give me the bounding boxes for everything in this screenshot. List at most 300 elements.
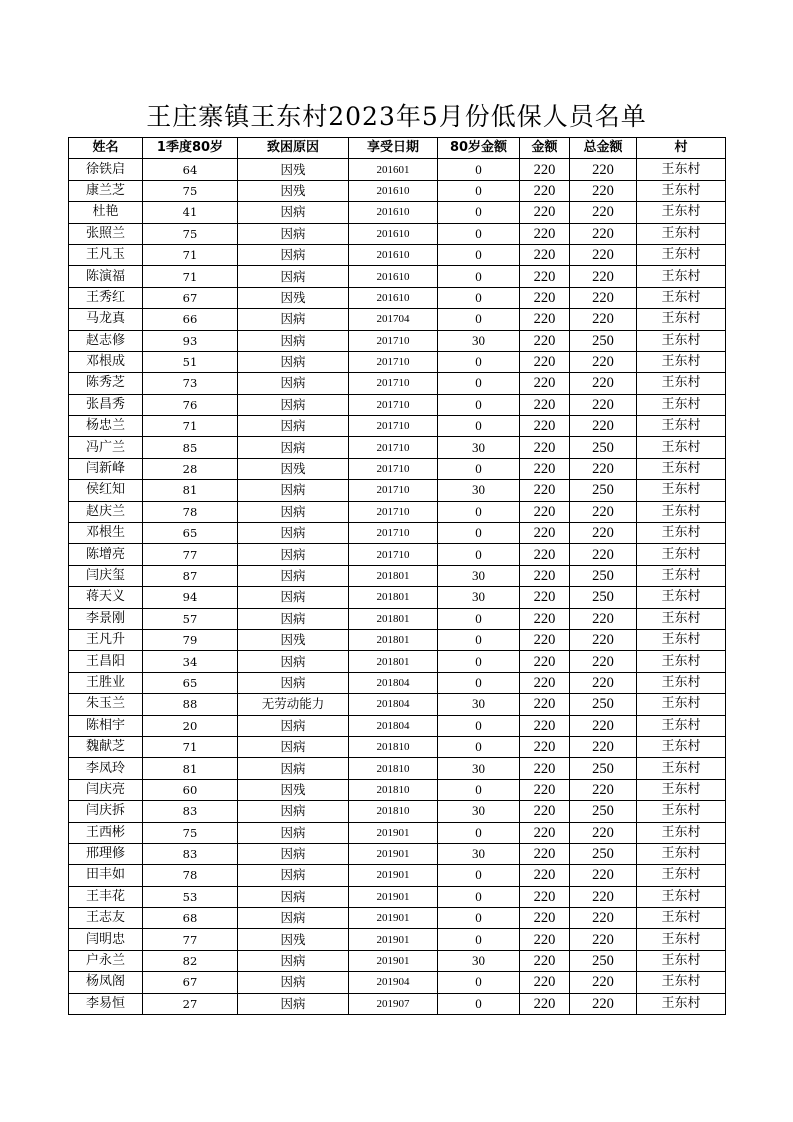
cell-amount: 220 xyxy=(520,180,570,201)
cell-age: 65 xyxy=(143,672,238,693)
cell-amount: 220 xyxy=(520,758,570,779)
cell-village: 王东村 xyxy=(637,758,726,779)
table-row xyxy=(69,351,726,372)
table-row xyxy=(69,801,726,822)
cell-age80-amount: 0 xyxy=(438,908,520,929)
cell-village: 王东村 xyxy=(637,565,726,586)
recipient-table xyxy=(68,137,726,1015)
cell-total-amount: 220 xyxy=(570,180,637,201)
table-row xyxy=(69,758,726,779)
cell-total-amount: 220 xyxy=(570,501,637,522)
cell-age80-amount: 0 xyxy=(438,223,520,244)
cell-name: 王胜业 xyxy=(69,672,143,693)
cell-start-date: 201610 xyxy=(349,180,438,201)
cell-age80-amount: 30 xyxy=(438,758,520,779)
cell-name: 闫庆拆 xyxy=(69,801,143,822)
cell-age: 67 xyxy=(143,287,238,308)
cell-age80-amount: 30 xyxy=(438,843,520,864)
cell-name: 王西彬 xyxy=(69,822,143,843)
cell-total-amount: 250 xyxy=(570,437,637,458)
cell-amount: 220 xyxy=(520,544,570,565)
cell-start-date: 201710 xyxy=(349,480,438,501)
cell-reason: 因病 xyxy=(238,351,349,372)
cell-amount: 220 xyxy=(520,202,570,223)
cell-name: 杜艳 xyxy=(69,202,143,223)
cell-total-amount: 220 xyxy=(570,651,637,672)
cell-amount: 220 xyxy=(520,309,570,330)
cell-village: 王东村 xyxy=(637,993,726,1014)
cell-reason: 因病 xyxy=(238,865,349,886)
table-row xyxy=(69,843,726,864)
cell-start-date: 201804 xyxy=(349,715,438,736)
cell-amount: 220 xyxy=(520,223,570,244)
cell-name: 陈增亮 xyxy=(69,544,143,565)
cell-reason: 因病 xyxy=(238,437,349,458)
cell-age: 77 xyxy=(143,929,238,950)
cell-total-amount: 220 xyxy=(570,266,637,287)
cell-village: 王东村 xyxy=(637,351,726,372)
cell-age80-amount: 0 xyxy=(438,736,520,757)
cell-amount: 220 xyxy=(520,501,570,522)
cell-amount: 220 xyxy=(520,629,570,650)
header-total-amount: 总金额 xyxy=(570,138,637,159)
cell-age80-amount: 0 xyxy=(438,715,520,736)
cell-total-amount: 220 xyxy=(570,929,637,950)
cell-amount: 220 xyxy=(520,159,570,180)
cell-age80-amount: 0 xyxy=(438,501,520,522)
cell-start-date: 201901 xyxy=(349,865,438,886)
cell-total-amount: 220 xyxy=(570,202,637,223)
cell-start-date: 201901 xyxy=(349,950,438,971)
cell-age80-amount: 30 xyxy=(438,330,520,351)
cell-age: 87 xyxy=(143,565,238,586)
cell-name: 李景刚 xyxy=(69,608,143,629)
cell-total-amount: 250 xyxy=(570,758,637,779)
table-row xyxy=(69,587,726,608)
cell-start-date: 201804 xyxy=(349,694,438,715)
cell-total-amount: 220 xyxy=(570,779,637,800)
cell-name: 赵庆兰 xyxy=(69,501,143,522)
cell-age: 94 xyxy=(143,587,238,608)
cell-start-date: 201710 xyxy=(349,351,438,372)
header-village: 村 xyxy=(637,138,726,159)
cell-age: 81 xyxy=(143,758,238,779)
cell-amount: 220 xyxy=(520,843,570,864)
cell-reason: 因病 xyxy=(238,993,349,1014)
cell-total-amount: 220 xyxy=(570,159,637,180)
cell-total-amount: 220 xyxy=(570,822,637,843)
cell-age80-amount: 30 xyxy=(438,950,520,971)
table-row xyxy=(69,266,726,287)
cell-reason: 因病 xyxy=(238,266,349,287)
cell-age: 93 xyxy=(143,330,238,351)
cell-amount: 220 xyxy=(520,351,570,372)
cell-start-date: 201710 xyxy=(349,501,438,522)
cell-age80-amount: 0 xyxy=(438,544,520,565)
cell-amount: 220 xyxy=(520,394,570,415)
cell-reason: 因病 xyxy=(238,416,349,437)
cell-age: 81 xyxy=(143,480,238,501)
cell-total-amount: 250 xyxy=(570,801,637,822)
cell-start-date: 201710 xyxy=(349,544,438,565)
table-row xyxy=(69,629,726,650)
cell-age80-amount: 0 xyxy=(438,416,520,437)
cell-amount: 220 xyxy=(520,950,570,971)
cell-name: 邓根成 xyxy=(69,351,143,372)
cell-village: 王东村 xyxy=(637,950,726,971)
table-row xyxy=(69,736,726,757)
table-row xyxy=(69,458,726,479)
cell-age: 20 xyxy=(143,715,238,736)
table-row xyxy=(69,972,726,993)
cell-village: 王东村 xyxy=(637,629,726,650)
cell-name: 魏献芝 xyxy=(69,736,143,757)
table-row xyxy=(69,202,726,223)
cell-age: 82 xyxy=(143,950,238,971)
cell-name: 王凡玉 xyxy=(69,244,143,265)
cell-age: 27 xyxy=(143,993,238,1014)
cell-name: 赵志修 xyxy=(69,330,143,351)
cell-age: 51 xyxy=(143,351,238,372)
cell-village: 王东村 xyxy=(637,972,726,993)
cell-reason: 因残 xyxy=(238,629,349,650)
table-row xyxy=(69,950,726,971)
cell-village: 王东村 xyxy=(637,266,726,287)
cell-reason: 因残 xyxy=(238,180,349,201)
cell-total-amount: 220 xyxy=(570,886,637,907)
table-row xyxy=(69,886,726,907)
cell-name: 闫明忠 xyxy=(69,929,143,950)
cell-start-date: 201907 xyxy=(349,993,438,1014)
cell-total-amount: 220 xyxy=(570,972,637,993)
cell-start-date: 201610 xyxy=(349,244,438,265)
cell-village: 王东村 xyxy=(637,694,726,715)
cell-village: 王东村 xyxy=(637,458,726,479)
table-row xyxy=(69,287,726,308)
cell-start-date: 201901 xyxy=(349,908,438,929)
table-row xyxy=(69,544,726,565)
table-row xyxy=(69,244,726,265)
cell-reason: 因残 xyxy=(238,287,349,308)
cell-reason: 因病 xyxy=(238,651,349,672)
cell-total-amount: 250 xyxy=(570,480,637,501)
cell-reason: 因病 xyxy=(238,544,349,565)
cell-reason: 因病 xyxy=(238,908,349,929)
cell-age: 75 xyxy=(143,822,238,843)
cell-age: 34 xyxy=(143,651,238,672)
cell-amount: 220 xyxy=(520,480,570,501)
cell-age: 83 xyxy=(143,843,238,864)
cell-start-date: 201610 xyxy=(349,287,438,308)
cell-reason: 因病 xyxy=(238,373,349,394)
cell-total-amount: 220 xyxy=(570,523,637,544)
cell-total-amount: 220 xyxy=(570,351,637,372)
cell-age80-amount: 0 xyxy=(438,373,520,394)
cell-total-amount: 250 xyxy=(570,330,637,351)
cell-total-amount: 220 xyxy=(570,736,637,757)
cell-village: 王东村 xyxy=(637,843,726,864)
header-amount: 金额 xyxy=(520,138,570,159)
cell-age: 88 xyxy=(143,694,238,715)
cell-amount: 220 xyxy=(520,330,570,351)
cell-name: 王秀红 xyxy=(69,287,143,308)
table-row xyxy=(69,715,726,736)
cell-age: 85 xyxy=(143,437,238,458)
header-q1-age80: 1季度80岁 xyxy=(143,138,238,159)
cell-age80-amount: 0 xyxy=(438,929,520,950)
cell-age: 41 xyxy=(143,202,238,223)
cell-age: 67 xyxy=(143,972,238,993)
cell-total-amount: 220 xyxy=(570,458,637,479)
cell-name: 陈秀芝 xyxy=(69,373,143,394)
cell-name: 王凡升 xyxy=(69,629,143,650)
cell-start-date: 201801 xyxy=(349,608,438,629)
cell-reason: 因残 xyxy=(238,458,349,479)
cell-amount: 220 xyxy=(520,651,570,672)
cell-amount: 220 xyxy=(520,865,570,886)
cell-reason: 因病 xyxy=(238,565,349,586)
cell-age: 71 xyxy=(143,416,238,437)
cell-age: 68 xyxy=(143,908,238,929)
cell-age80-amount: 0 xyxy=(438,266,520,287)
cell-amount: 220 xyxy=(520,715,570,736)
cell-start-date: 201901 xyxy=(349,822,438,843)
cell-reason: 因病 xyxy=(238,822,349,843)
cell-total-amount: 220 xyxy=(570,608,637,629)
cell-amount: 220 xyxy=(520,608,570,629)
cell-name: 陈相宇 xyxy=(69,715,143,736)
cell-name: 冯广兰 xyxy=(69,437,143,458)
cell-age80-amount: 0 xyxy=(438,629,520,650)
cell-total-amount: 220 xyxy=(570,373,637,394)
cell-total-amount: 220 xyxy=(570,309,637,330)
cell-age80-amount: 30 xyxy=(438,437,520,458)
cell-name: 王志友 xyxy=(69,908,143,929)
cell-amount: 220 xyxy=(520,437,570,458)
cell-name: 康兰芝 xyxy=(69,180,143,201)
cell-age: 77 xyxy=(143,544,238,565)
cell-age: 66 xyxy=(143,309,238,330)
cell-village: 王东村 xyxy=(637,779,726,800)
table-row xyxy=(69,437,726,458)
table-row xyxy=(69,608,726,629)
cell-start-date: 201810 xyxy=(349,758,438,779)
cell-village: 王东村 xyxy=(637,287,726,308)
cell-start-date: 201901 xyxy=(349,929,438,950)
cell-age: 76 xyxy=(143,394,238,415)
cell-reason: 因病 xyxy=(238,758,349,779)
table-row xyxy=(69,330,726,351)
cell-village: 王东村 xyxy=(637,865,726,886)
cell-amount: 220 xyxy=(520,416,570,437)
cell-amount: 220 xyxy=(520,287,570,308)
cell-village: 王东村 xyxy=(637,672,726,693)
table-row xyxy=(69,929,726,950)
cell-village: 王东村 xyxy=(637,330,726,351)
cell-start-date: 201601 xyxy=(349,159,438,180)
header-start-date: 享受日期 xyxy=(349,138,438,159)
cell-name: 张昌秀 xyxy=(69,394,143,415)
cell-total-amount: 220 xyxy=(570,993,637,1014)
cell-village: 王东村 xyxy=(637,929,726,950)
cell-reason: 因病 xyxy=(238,715,349,736)
cell-village: 王东村 xyxy=(637,202,726,223)
cell-total-amount: 250 xyxy=(570,565,637,586)
cell-age: 79 xyxy=(143,629,238,650)
cell-age80-amount: 0 xyxy=(438,865,520,886)
cell-total-amount: 220 xyxy=(570,908,637,929)
cell-age: 53 xyxy=(143,886,238,907)
cell-start-date: 201901 xyxy=(349,843,438,864)
cell-amount: 220 xyxy=(520,886,570,907)
cell-start-date: 201810 xyxy=(349,736,438,757)
cell-reason: 因病 xyxy=(238,587,349,608)
cell-reason: 因残 xyxy=(238,929,349,950)
cell-start-date: 201810 xyxy=(349,779,438,800)
cell-name: 杨忠兰 xyxy=(69,416,143,437)
cell-age80-amount: 0 xyxy=(438,202,520,223)
cell-age80-amount: 0 xyxy=(438,394,520,415)
cell-village: 王东村 xyxy=(637,437,726,458)
cell-start-date: 201610 xyxy=(349,223,438,244)
cell-age: 65 xyxy=(143,523,238,544)
table-row xyxy=(69,565,726,586)
document-title: 王庄寨镇王东村2023年5月份低保人员名单 xyxy=(146,102,647,131)
cell-age80-amount: 0 xyxy=(438,651,520,672)
cell-start-date: 201801 xyxy=(349,629,438,650)
cell-total-amount: 220 xyxy=(570,416,637,437)
table-row xyxy=(69,779,726,800)
cell-age: 64 xyxy=(143,159,238,180)
cell-reason: 因病 xyxy=(238,202,349,223)
cell-start-date: 201804 xyxy=(349,672,438,693)
cell-age80-amount: 0 xyxy=(438,993,520,1014)
cell-name: 李凤玲 xyxy=(69,758,143,779)
cell-reason: 因病 xyxy=(238,223,349,244)
cell-total-amount: 250 xyxy=(570,694,637,715)
cell-start-date: 201710 xyxy=(349,458,438,479)
cell-village: 王东村 xyxy=(637,651,726,672)
cell-amount: 220 xyxy=(520,244,570,265)
cell-total-amount: 220 xyxy=(570,544,637,565)
cell-start-date: 201610 xyxy=(349,266,438,287)
cell-reason: 因病 xyxy=(238,972,349,993)
cell-age80-amount: 0 xyxy=(438,886,520,907)
cell-reason: 因病 xyxy=(238,480,349,501)
cell-start-date: 201710 xyxy=(349,437,438,458)
table-row xyxy=(69,416,726,437)
cell-age80-amount: 0 xyxy=(438,672,520,693)
cell-age80-amount: 30 xyxy=(438,801,520,822)
cell-reason: 因病 xyxy=(238,950,349,971)
cell-village: 王东村 xyxy=(637,544,726,565)
cell-age80-amount: 0 xyxy=(438,458,520,479)
cell-age: 57 xyxy=(143,608,238,629)
cell-village: 王东村 xyxy=(637,886,726,907)
cell-age: 75 xyxy=(143,180,238,201)
cell-name: 李易恒 xyxy=(69,993,143,1014)
cell-start-date: 201710 xyxy=(349,394,438,415)
cell-reason: 因残 xyxy=(238,159,349,180)
cell-start-date: 201710 xyxy=(349,416,438,437)
cell-start-date: 201704 xyxy=(349,309,438,330)
cell-reason: 因病 xyxy=(238,736,349,757)
cell-age80-amount: 0 xyxy=(438,159,520,180)
cell-start-date: 201801 xyxy=(349,651,438,672)
cell-age: 60 xyxy=(143,779,238,800)
cell-name: 闫庆玺 xyxy=(69,565,143,586)
cell-reason: 因病 xyxy=(238,843,349,864)
cell-age80-amount: 30 xyxy=(438,694,520,715)
cell-age: 73 xyxy=(143,373,238,394)
cell-age: 78 xyxy=(143,501,238,522)
cell-amount: 220 xyxy=(520,822,570,843)
header-age80-amount: 80岁金额 xyxy=(438,138,520,159)
cell-total-amount: 220 xyxy=(570,223,637,244)
cell-age: 75 xyxy=(143,223,238,244)
cell-start-date: 201710 xyxy=(349,373,438,394)
cell-age80-amount: 0 xyxy=(438,822,520,843)
cell-age80-amount: 0 xyxy=(438,351,520,372)
cell-name: 杨凤阁 xyxy=(69,972,143,993)
cell-reason: 无劳动能力 xyxy=(238,694,349,715)
cell-age: 78 xyxy=(143,865,238,886)
cell-reason: 因病 xyxy=(238,330,349,351)
cell-reason: 因病 xyxy=(238,608,349,629)
cell-amount: 220 xyxy=(520,929,570,950)
cell-amount: 220 xyxy=(520,779,570,800)
cell-age: 71 xyxy=(143,266,238,287)
table-row xyxy=(69,394,726,415)
cell-village: 王东村 xyxy=(637,587,726,608)
cell-total-amount: 220 xyxy=(570,287,637,308)
table-row xyxy=(69,672,726,693)
cell-amount: 220 xyxy=(520,266,570,287)
cell-name: 侯红知 xyxy=(69,480,143,501)
cell-start-date: 201901 xyxy=(349,886,438,907)
table-row xyxy=(69,180,726,201)
cell-start-date: 201810 xyxy=(349,801,438,822)
cell-name: 户永兰 xyxy=(69,950,143,971)
cell-name: 陈演福 xyxy=(69,266,143,287)
cell-amount: 220 xyxy=(520,672,570,693)
cell-reason: 因病 xyxy=(238,801,349,822)
cell-amount: 220 xyxy=(520,523,570,544)
cell-age80-amount: 0 xyxy=(438,244,520,265)
cell-reason: 因病 xyxy=(238,501,349,522)
cell-age80-amount: 0 xyxy=(438,779,520,800)
cell-age80-amount: 30 xyxy=(438,565,520,586)
table-row xyxy=(69,159,726,180)
cell-name: 蒋天义 xyxy=(69,587,143,608)
cell-age80-amount: 0 xyxy=(438,180,520,201)
cell-start-date: 201904 xyxy=(349,972,438,993)
cell-reason: 因病 xyxy=(238,244,349,265)
cell-village: 王东村 xyxy=(637,501,726,522)
cell-age: 83 xyxy=(143,801,238,822)
cell-name: 王昌阳 xyxy=(69,651,143,672)
cell-reason: 因残 xyxy=(238,779,349,800)
cell-village: 王东村 xyxy=(637,416,726,437)
cell-total-amount: 220 xyxy=(570,865,637,886)
cell-name: 邢理修 xyxy=(69,843,143,864)
cell-age: 71 xyxy=(143,736,238,757)
table-row xyxy=(69,501,726,522)
cell-amount: 220 xyxy=(520,972,570,993)
table-row xyxy=(69,822,726,843)
cell-amount: 220 xyxy=(520,801,570,822)
table-row xyxy=(69,373,726,394)
